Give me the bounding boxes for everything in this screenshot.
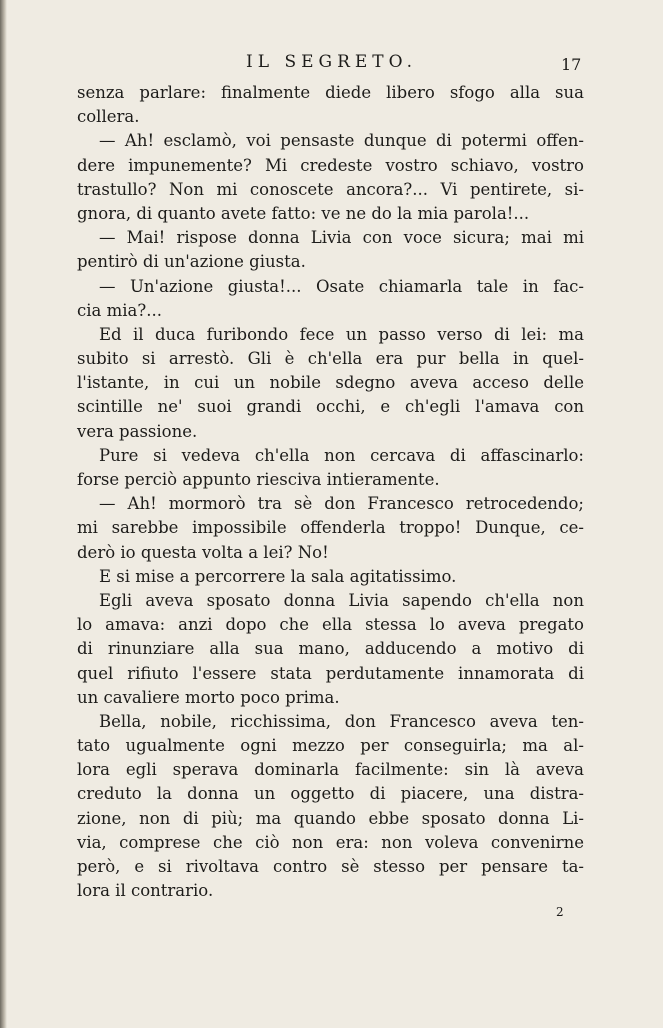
text-line: Ed il duca furibondo fece un passo verso di lei: ma xyxy=(99,324,584,344)
text-line: Bella, nobile, ricchissima, don Francesco aveva ten- xyxy=(99,711,584,731)
text-line: — Ah! esclamò, voi pensaste dunque di potermi offen- xyxy=(99,131,584,151)
text-line: mi sarebbe impossibile offenderla troppo! Dunque, ce- xyxy=(77,518,584,538)
text-line: Pure si vedeva ch'ella non cercava di affascinarlo: xyxy=(99,445,584,465)
text-line: però, e si rivoltava contro sè stesso per pensare ta- xyxy=(77,857,584,876)
text-line: senza parlare: finalmente diede libero sfogo alla sua xyxy=(77,83,584,102)
text-line: collera. xyxy=(77,107,140,127)
text-line: vera passione. xyxy=(77,421,198,441)
text-line: un cavaliere morto poco prima. xyxy=(77,687,340,707)
text-line: lora egli sperava dominarla facilmente: sin là aveva xyxy=(77,760,584,780)
text-line: zione, non di più; ma quando ebbe sposato donna Li- xyxy=(77,808,584,828)
text-line: forse perciò appunto riesciva intieramente. xyxy=(77,470,440,489)
printer-signature-mark: 2 xyxy=(556,905,564,919)
text-line: derò io questa volta a lei? No! xyxy=(77,542,329,562)
text-line: di rinunziare alla sua mano, adducendo a motivo di xyxy=(77,639,584,659)
text-line: — Mai! rispose donna Livia con voce sicura; mai mi xyxy=(99,228,584,248)
text-line: creduto la donna un oggetto di piacere, una distra- xyxy=(77,784,584,804)
text-line: — Ah! mormorò tra sè don Francesco retrocedendo; xyxy=(99,494,584,514)
text-line: lo amava: anzi dopo che ella stessa lo aveva pregato xyxy=(77,615,584,635)
text-line: lora il contrario. xyxy=(77,881,214,901)
text-line: — Un'azione giusta!... Osate chiamarla tale in fac- xyxy=(99,276,584,296)
text-line: pentirò di un'azione giusta. xyxy=(77,252,306,272)
text-line: gnora, di quanto avete fatto: ve ne do la mia parola!... xyxy=(77,203,530,223)
text-line: via, comprese che ciò non era: non voleva convenirne xyxy=(77,832,584,852)
text-line: tato ugualmente ogni mezzo per conseguirla; ma al- xyxy=(77,736,584,756)
running-head-title: IL SEGRETO. xyxy=(246,52,417,72)
text-line: E si mise a percorrere la sala agitatissimo. xyxy=(99,566,457,586)
text-line: subito si arrestò. Gli è ch'ella era pur bella in quel- xyxy=(77,349,584,369)
text-line: scintille ne' suoi grandi occhi, e ch'egli l'amava con xyxy=(77,397,584,417)
page-binding-edge xyxy=(0,0,7,1028)
body-text xyxy=(77,81,584,903)
text-line: cia mia?... xyxy=(77,300,162,320)
text-line: l'istante, in cui un nobile sdegno aveva acceso delle xyxy=(77,373,584,393)
text-line: trastullo? Non mi conoscete ancora?... Vi pentirete, si- xyxy=(77,179,584,199)
text-line: Egli aveva sposato donna Livia sapendo ch'ella non xyxy=(99,590,584,610)
text-line: dere impunemente? Mi credeste vostro schiavo, vostro xyxy=(77,155,584,175)
text-line: quel rifiuto l'essere stata perdutamente innamorata di xyxy=(77,663,584,683)
page-number: 17 xyxy=(561,55,582,74)
